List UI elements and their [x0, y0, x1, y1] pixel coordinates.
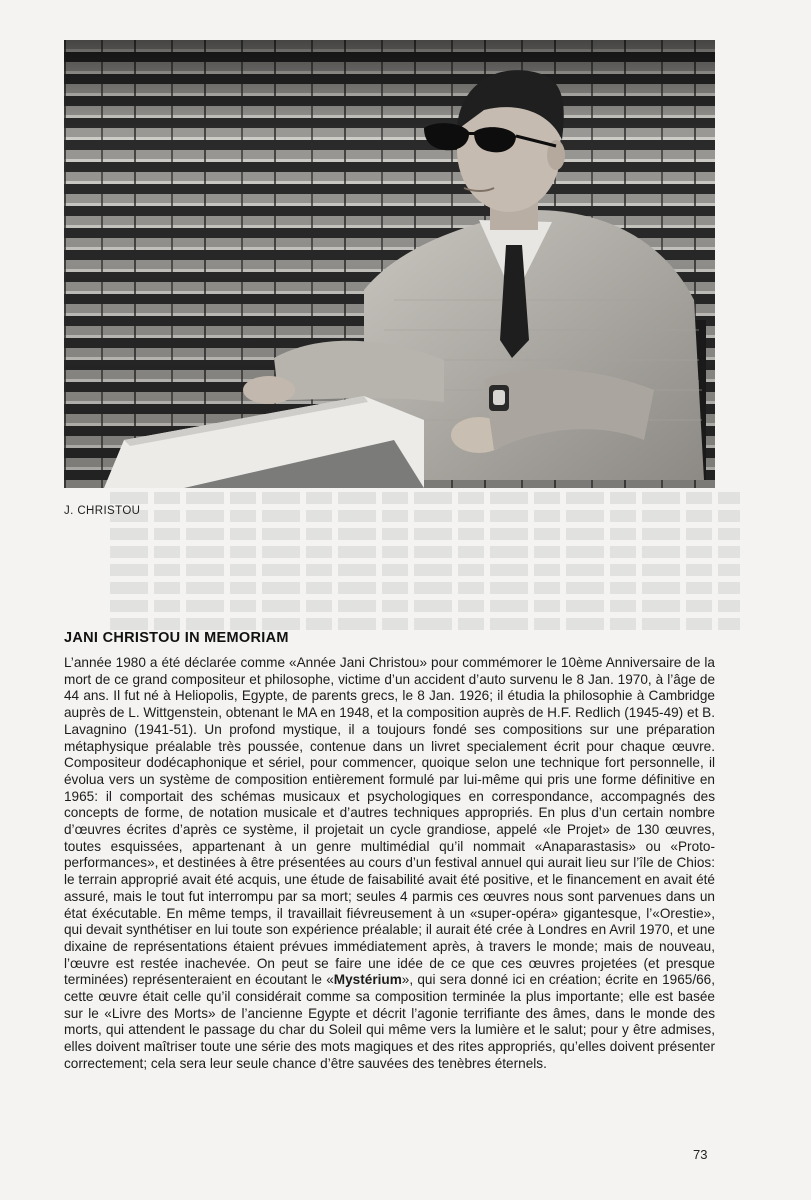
article-title: JANI CHRISTOU IN MEMORIAM: [64, 630, 289, 646]
photo-caption: J. CHRISTOU: [64, 505, 141, 517]
portrait-photo: [64, 40, 715, 488]
portrait-illustration: [64, 40, 715, 488]
page-number: 73: [693, 1147, 708, 1162]
article-body-part-1: L’année 1980 a été déclarée comme «Année Jani Christou» pour commémorer le 10ème Anniversaire de la mort de ce grand compositeur et philosophe, victime d’un accident d’auto survenu le 8 Jan. 1970, à l’âge de 44 ans. Il fut né à Heliopolis, Egypte, de parents grecs, le 8 Jan. 1926; il étudia la philosophie à Cambridge auprès de L. Wittgenstein, obtenant le MA en 1948, et la composition auprès de H.F. Redlich (1945-49) et B. Lavagnino (1941-51). Un profond mystique, il a toujours fondé ses compositions sur une préparation métaphysique préalable très poussée, contenue dans un livret specialement écrit pour chaque œuvre. Compositeur dodécaphonique et sériel, pour commencer, quoique selon une technique fort personnelle, il évolua vers un système de composition entièrement formulé par lui-même qui pris une forme définitive en 1965: il comportait des schémas musicaux et psychologiques en correspondance, accompagnés des concepts de forme, de notation musicale et d’autres techniques appropriés. En plus d’un certain nombre d’œuvres écrites d’après ce système, il projetait un cycle grandiose, appelé «le Projet» de 130 œuvres, toutes esquissées, appartenant à un genre multimédial qu’il nommait «Anaparastasis» ou «Proto-performances», et destinées à être présentées au cours d’un festival annuel qui aurait lieu sur l’île de Chios: le terrain approprié avait été acquis, une étude de faisabilité avait été positive, et le financement en avait été assuré, mais le tout fut interrompu par sa mort; seules 4 parmis ces œuvres nous sont parvenues dans un état éxécutable. En même temps, il travaillait fiévreusement à un «super-opéra» gigantesque, l’«Orestie», qui devait synthétiser en lui toute son expérience préalable; il aurait été crée à Londres en Avril 1970, et une dixaine de représentations étaient prévues immédiatement après, à travers le monde; mais de nouveau, l’œuvre est restée inachevée. On peut se faire une idée de ce que ces œuvres projetées (et presque terminées) représenteraient en écoutant le «: [64, 655, 715, 988]
article-body: [64, 655, 715, 1073]
work-title-emphasis: Mystérium: [333, 972, 402, 988]
show-through-texture: [110, 492, 740, 642]
article-body-part-2: », qui sera donné ici en création; écrite en 1965/66, cette œuvre était celle qu’il considérait comme sa composition terminée la plus importante; elle est basée sur le «Livre des Morts» de l’ancienne Egypte et décrit l’agonie terrifiante des âmes, dans le monde des morts, qui attendent le passage du char du Soleil qui même vers la lumière et le salut; pour y être admises, elles doivent maîtriser toute une série des mots magiques et des rites appropriés, qu’elles doivent présenter correctement; cela sera leur seule chance d’être sauvées des tenèbres éternels.: [64, 972, 715, 1071]
